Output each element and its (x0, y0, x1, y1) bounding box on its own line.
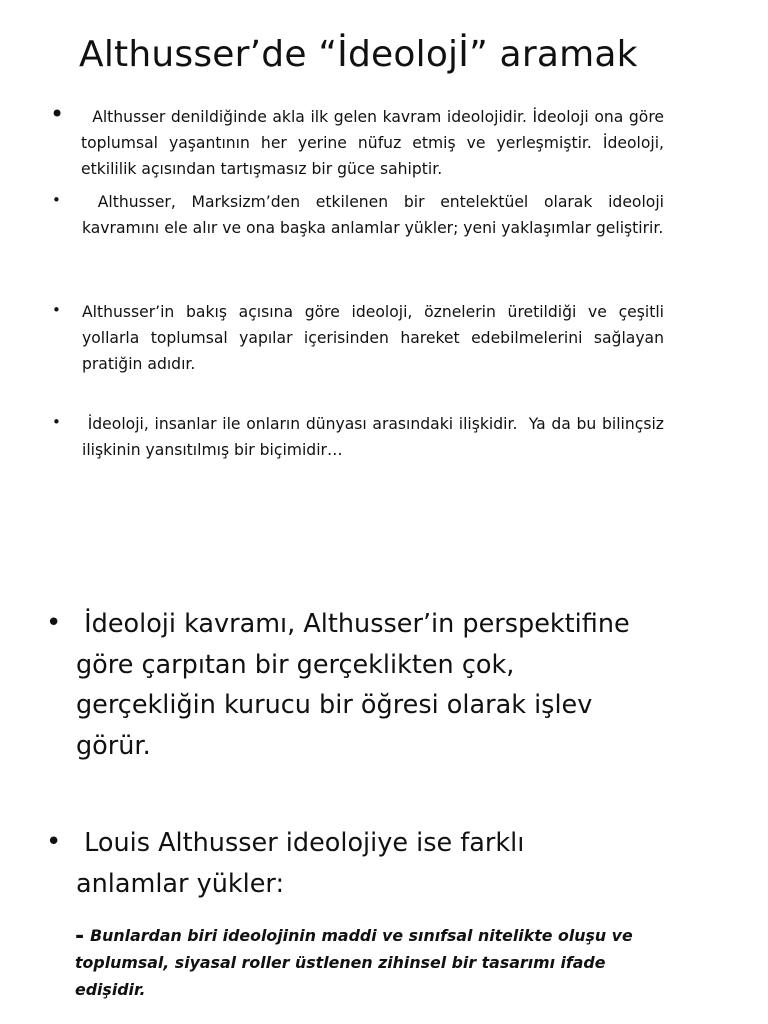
bullet-text: Althusser denildiğinde akla ilk gelen kavram ideolojidir. İdeoloji ona göre toplumsal yaşantının her yerine nüfuz etmiş ve yerleşmiştir. İdeoloji, etkililik açısından tartışmasız bir güce sahiptir. (81, 108, 669, 178)
page-title: Althusser’de “İdeolojİ” aramak (79, 34, 638, 75)
bullet-item (52, 299, 669, 377)
bullet-text: İdeoloji kavramı, Althusser’in perspektifine göre çarpıtan bir gerçeklikten çok, gerçekliğin kurucu bir öğresi olarak işlev görür. (76, 609, 638, 761)
bullet-item (52, 189, 669, 241)
bullet-item (50, 100, 669, 182)
bullet-item (46, 604, 646, 766)
sub-item (75, 921, 655, 1003)
sub-dash: - (75, 924, 85, 949)
bullet-item (46, 823, 646, 904)
bullet-glyph: • (52, 191, 61, 209)
bullet-glyph: • (50, 100, 65, 128)
bullet-glyph: • (52, 301, 61, 319)
bullet-glyph: • (52, 413, 61, 431)
bullet-text: Louis Althusser ideolojiye ise farklı anlamlar yükler: (76, 828, 533, 899)
bullet-glyph: • (46, 827, 62, 857)
bullet-item (52, 411, 669, 463)
bullet-text: İdeoloji, insanlar ile onların dünyası arasındaki ilişkidir. Ya da bu bilinçsiz ilişkinin yansıtılmış bir biçimidir… (82, 415, 669, 459)
bullet-text: Althusser’in bakış açısına göre ideoloji, öznelerin üretildiği ve çeşitli yollarla toplumsal yapılar içerisinden hareket edebilmelerini sağlayan pratiğin adıdır. (82, 303, 669, 373)
bullet-text: Althusser, Marksizm’den etkilenen bir entelektüel olarak ideoloji kavramını ele alır ve ona başka anlamlar yükler; yeni yaklaşımlar geliştirir. (82, 193, 669, 237)
sub-item-text: Bunlardan biri ideolojinin maddi ve sınıfsal nitelikte oluşu ve toplumsal, siyasal roller üstlenen zihinsel bir tasarımı ifade edişidir. (75, 926, 633, 999)
bullet-glyph: • (46, 608, 62, 638)
